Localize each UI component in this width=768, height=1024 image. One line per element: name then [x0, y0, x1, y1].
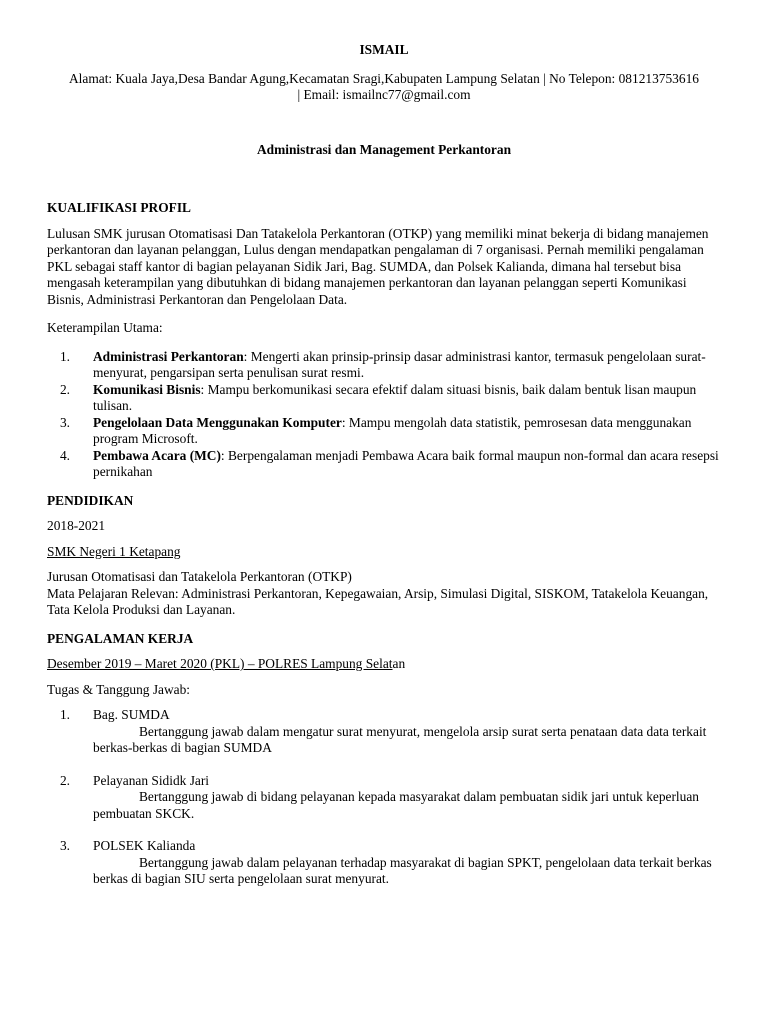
experience-period — [47, 656, 721, 673]
job-title: Administrasi dan Management Perkantoran — [256, 141, 512, 157]
education-school: SMK Negeri 1 Ketapang — [47, 543, 181, 559]
duty-number: 2. — [59, 772, 70, 788]
profile-summary: Lulusan SMK jurusan Otomatisasi Dan Tatakelola Perkantoran (OTKP) yang memiliki minat bekerja di bidang manajemen perkantoran dan layanan pelanggan, Lulus dengan mendapatkan pengalaman di 7 organisasi. Pernah memiliki pengalaman PKL sebagai staff kantor di bagian pelayanan Sidik Jari, Bag. SUMDA, dan Polsek Kalianda, dimana hal tersebut bisa mengasah keterampilan yang dibutuhkan di bidang manajemen perkantoran dan layanan pelanggan seperti Komunikasi Bisnis, Administrasi Perkantoran dan Pengelolaan Data. — [47, 225, 709, 307]
duty-desc: Bertanggung jawab dalam pelayanan terhadap masyarakat di bagian SPKT, pengelolaan data terkait berkas berkas di bagian SIU serta pengelolaan surat menyurat. — [93, 854, 712, 886]
profile-heading: KUALIFIKASI PROFIL — [47, 200, 191, 215]
duty-title: Bag. SUMDA — [93, 707, 170, 722]
skill-item — [47, 382, 721, 415]
skill-number: 3. — [59, 414, 70, 430]
duties-list — [47, 707, 721, 888]
duty-title: POLSEK Kalianda — [93, 838, 196, 853]
skill-title: Pengelolaan Data Menggunakan Komputer — [93, 414, 342, 430]
skill-desc: : Mampu berkomunikasi secara efektif dalam situasi bisnis, baik dalam bentuk lisan maupun tulisan. — [93, 381, 697, 413]
skill-title: Pembawa Acara (MC) — [93, 447, 221, 463]
experience-heading: PENGALAMAN KERJA — [47, 630, 194, 646]
contact-line-2: | Email: ismailnc77@gmail.com — [297, 87, 471, 102]
duty-desc: Bertanggung jawab dalam mengatur surat menyurat, mengelola arsip surat serta penataan data data terkait berkas-berkas di bagian SUMDA — [93, 723, 707, 755]
skill-number: 1. — [59, 348, 70, 364]
experience-period-rest: an — [392, 656, 406, 671]
skill-item — [47, 349, 721, 382]
skill-desc: : Berpengalaman menjadi Pembawa Acara baik formal maupun non-formal dan acara resepsi pernikahan — [93, 447, 719, 479]
contact-line-1: Alamat: Kuala Jaya,Desa Bandar Agung,Kecamatan Sragi,Kabupaten Lampung Selatan | No Telepon: 081213753616 — [69, 70, 699, 86]
duty-number: 1. — [59, 707, 70, 722]
skill-item — [47, 448, 721, 481]
education-major: Jurusan Otomatisasi dan Tatakelola Perkantoran (OTKP) — [47, 569, 352, 584]
skill-number: 4. — [59, 447, 70, 463]
skill-number: 2. — [59, 381, 70, 397]
skills-label: Keterampilan Utama: — [47, 320, 163, 335]
candidate-name: ISMAIL — [359, 42, 409, 57]
duties-label: Tugas & Tanggung Jawab: — [47, 681, 191, 697]
duty-desc: Bertanggung jawab di bidang pelayanan kepada masyarakat dalam pembuatan sidik jari untuk keperluan pembuatan SKCK. — [93, 789, 699, 821]
experience-period-underlined: Desember 2019 – Maret 2020 (PKL) – POLRES Lampung Selat — [47, 656, 393, 671]
skill-desc: : Mengerti akan prinsip-prinsip dasar administrasi kantor, termasuk pengelolaan surat-menyurat, pengarsipan serta penulisan surat resmi. — [93, 348, 706, 380]
duty-item — [47, 838, 721, 888]
duty-item — [47, 707, 721, 757]
skill-title: Komunikasi Bisnis — [93, 381, 201, 397]
education-years: 2018-2021 — [47, 518, 106, 533]
education-subjects: Mata Pelajaran Relevan: Administrasi Perkantoran, Kepegawaian, Arsip, Simulasi Digital, SISKOM, Tatakelola Keuangan, Tata Kelola Produksi dan Layanan. — [47, 585, 709, 617]
resume-content — [47, 42, 721, 904]
duty-item — [47, 773, 721, 823]
skill-item — [47, 415, 721, 448]
duty-number: 3. — [59, 838, 70, 853]
skill-desc: : Mampu mengolah data statistik, pemrosesan data menggunakan program Microsoft. — [93, 414, 692, 446]
skill-title: Administrasi Perkantoran — [93, 348, 244, 364]
skills-list — [47, 349, 721, 481]
duty-title: Pelayanan Sididk Jari — [93, 772, 210, 788]
education-heading: PENDIDIKAN — [47, 492, 134, 508]
